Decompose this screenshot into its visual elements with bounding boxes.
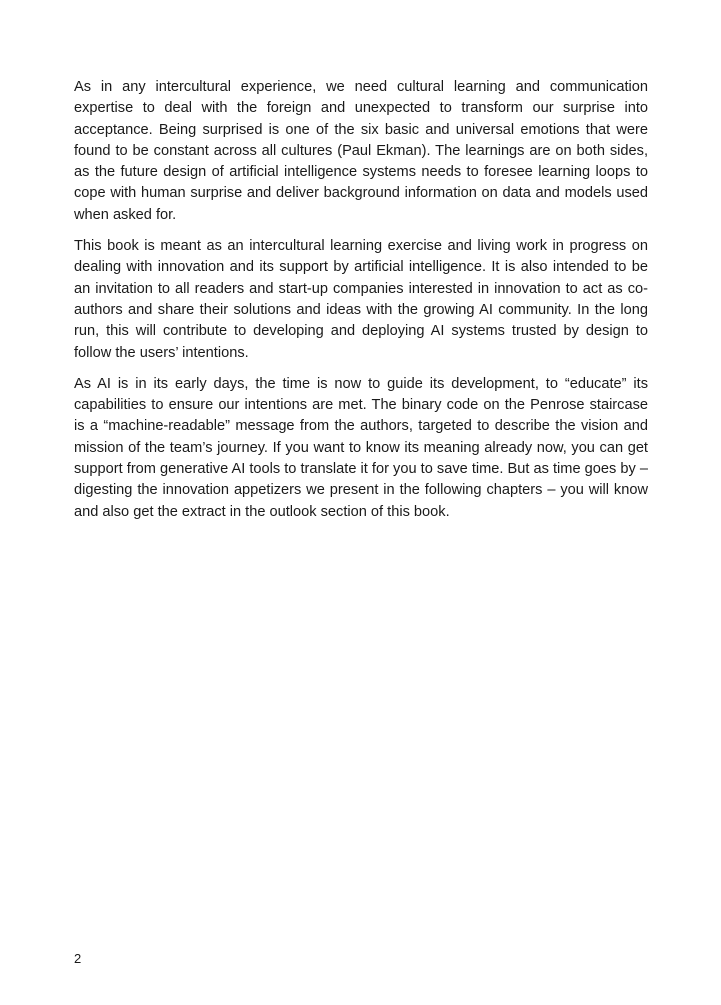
paragraph-intercultural-experience: As in any intercultural experience, we need cultural learning and communication expertise to deal with the foreign and unexpected to transform our surprise into acceptance. Being surprised is one of the six basic and universal emotions that were found to be constant across all cultures (Paul Ekman). The learnings are on both sides, as the future design of artificial intelligence systems needs to foresee learning loops to cope with human surprise and deliver background information on data and models used when asked for.	[74, 79, 648, 223]
body-text	[74, 77, 648, 533]
page-number: 2	[74, 951, 82, 966]
paragraph-ai-early-days: As AI is in its early days, the time is now to guide its development, to “educate” its capabilities to ensure our intentions are met. The binary code on the Penrose staircase is a “machine-readable” message from the authors, targeted to describe the vision and mission of the team’s journey. If you want to know its meaning already now, you can get support from generative AI tools to translate it for you to save time. But as time goes by – digesting the innovation appetizers we present in the following chapters – you will know and also get the extract in the outlook section of this book.	[74, 375, 648, 520]
paragraph-book-purpose: This book is meant as an intercultural learning exercise and living work in progress on dealing with innovation and its support by artificial intelligence. It is also intended to be an invitation to all readers and start-up companies interested in innovation to act as co-authors and share their solutions and ideas with the growing AI community. In the long run, this will contribute to developing and deploying AI systems trusted by design to follow the users’ intentions.	[74, 238, 648, 361]
